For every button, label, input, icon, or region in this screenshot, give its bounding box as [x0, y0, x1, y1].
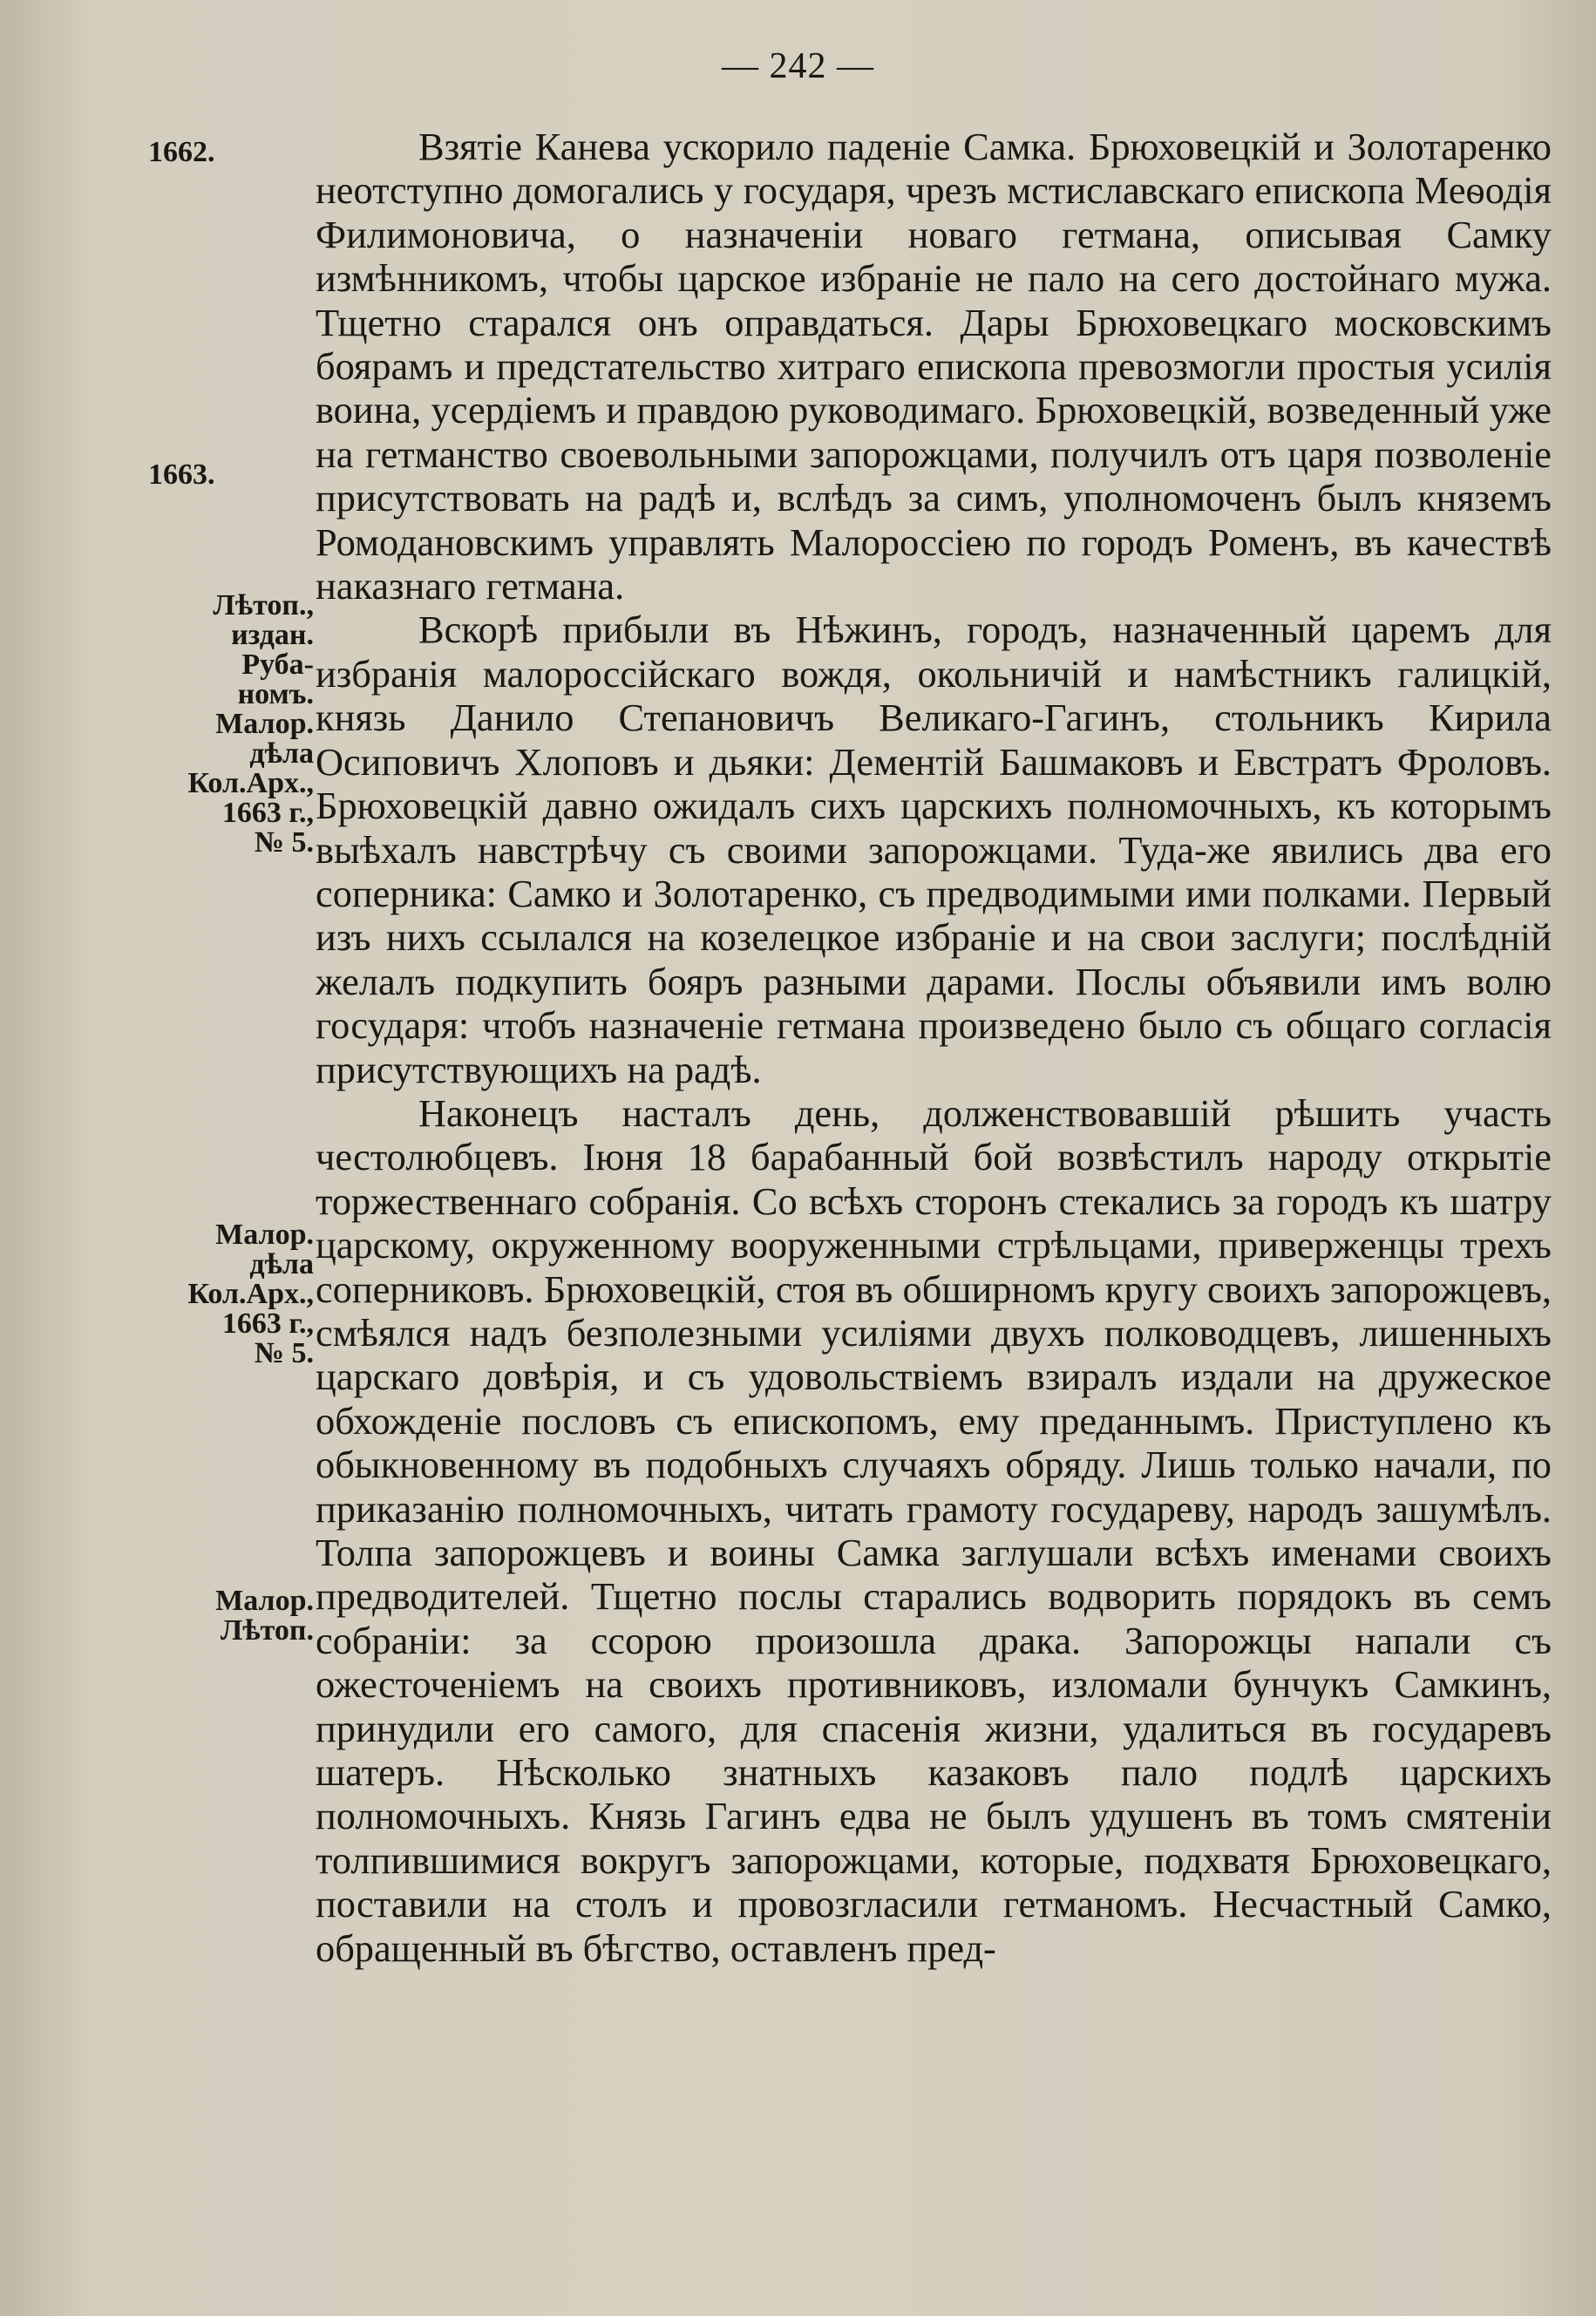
margin-note-line: № 5. [254, 826, 314, 859]
margin-note-source-chronicle-rubanov [131, 591, 314, 858]
margin-note-line: Малор. [215, 708, 314, 740]
margin-note-year-1663: 1663. [148, 458, 215, 491]
margin-note-line: 1663 г., [221, 797, 314, 829]
paragraph-2: Вскорѣ прибыли въ Нѣжинъ, городъ, назначенный царемъ для избранія малороссійскаго вождя, окольничій и намѣстникъ галицкій, князь Данило Степановичъ Великаго-Гагинъ, стольникъ Кирила Осиповичъ Хлоповъ и дьяки: Дементій Башмаковъ и Евстратъ Фроловъ. Брюховецкій давно ожидалъ сихъ царскихъ полномочныхъ, къ которымъ выѣхалъ навстрѣчу съ своими запорожцами. Туда-же явились два его соперника: Самко и Золотаренко, съ предводимыми ими полками. Первый изъ нихъ ссылался на козелецкое избраніе и на свои заслуги; послѣдній желалъ подкупить бояръ разными дарами. Послы объявили имъ волю государя: чтобъ назначеніе гетмана произведено было съ общаго согласія присутствующихъ на радѣ. [316, 608, 1552, 1091]
paragraph-1: Взятіе Канева ускорило паденіе Самка. Брюховецкій и Золотаренко неотступно домогались у государя, чрезъ мстиславскаго епископа Меѳодія Филимоновича, о назначеніи новаго гетмана, описывая Самку измѣнникомъ, чтобы царское избраніе не пало на сего достойнаго мужа. Тщетно старался онъ оправдаться. Дары Брюховецкаго московскимъ боярамъ и предстательство хитраго епископа превозмогли простыя усилія воина, усердіемъ и правдою руководимаго. Брюховецкій, возведенный уже на гетманство своевольными запорожцами, получилъ отъ царя позволеніе присутствовать на радѣ и, вслѣдъ за симъ, уполномоченъ былъ княземъ Ромодановскимъ управлять Малороссіею по городъ Роменъ, въ качествѣ наказнаго гетмана. [316, 125, 1552, 608]
margin-note-line: 1663 г., [221, 1307, 314, 1340]
margin-note-line: Руба- [241, 649, 314, 681]
margin-note-source-archive [131, 1220, 314, 1369]
margin-note-line: Малор. [215, 1585, 314, 1617]
margin-note-source-chronicle [131, 1586, 314, 1646]
paragraph-3: Наконецъ насталъ день, долженствовавшій рѣшить участь честолюбцевъ. Іюня 18 барабанный бой возвѣстилъ народу открытіе торжественнаго собранія. Со всѣхъ сторонъ стекались за городъ къ шатру царскому, окруженному вооруженными стрѣльцами, приверженцы трехъ соперниковъ. Брюховецкій, стоя въ обширномъ кругу своихъ запорожцевъ, смѣялся надъ безполезными усиліями двухъ полководцевъ, лишенныхъ царскаго довѣрія, и съ удовольствіемъ взиралъ издали на дружеское обхожденіе пословъ съ епископомъ, ему преданнымъ. Приступлено къ обыкновенному въ подобныхъ случаяхъ обряду. Лишь только начали, по приказанію полномочныхъ, читать грамоту государеву, народъ зашумѣлъ. Толпа запорожцевъ и воины Самка заглушали всѣхъ именами своихъ предводителей. Тщетно послы старались водворить порядокъ въ семъ собраніи: за ссорою произошла драка. Запорожцы напали съ ожесточеніемъ на своихъ противниковъ, изломали бунчукъ Самкинъ, принудили его самого, для спасенія жизни, удалиться въ государевъ шатеръ. Нѣсколько знатныхъ казаковъ пало подлѣ царскихъ полномочныхъ. Князь Гагинъ едва не былъ удушенъ въ томъ смятеніи толпившимися вокругъ запорожцами, которые, подхватя Брюховецкаго, поставили на столъ и провозгласили гетманомъ. Несчастный Самко, обращенный въ бѣгство, оставленъ пред- [316, 1090, 1552, 1970]
margin-note-line: Кол.Арх., [187, 767, 314, 799]
margin-note-line: дѣла [249, 737, 314, 770]
margin-note-line: № 5. [254, 1337, 314, 1369]
margin-note-line: Кол.Арх., [187, 1278, 314, 1310]
margin-note-line: номъ. [237, 678, 314, 710]
margin-note-line: дѣла [249, 1248, 314, 1280]
margin-note-line: Лѣтоп. [220, 1614, 314, 1647]
margin-note-line: издан. [231, 619, 314, 651]
page-number: — 242 — [722, 46, 874, 86]
margin-note-year-1662: 1662. [148, 136, 215, 168]
margin-note-line: Лѣтоп., [213, 589, 314, 621]
margin-note-line: Малор. [215, 1219, 314, 1251]
main-text [316, 125, 1552, 1970]
